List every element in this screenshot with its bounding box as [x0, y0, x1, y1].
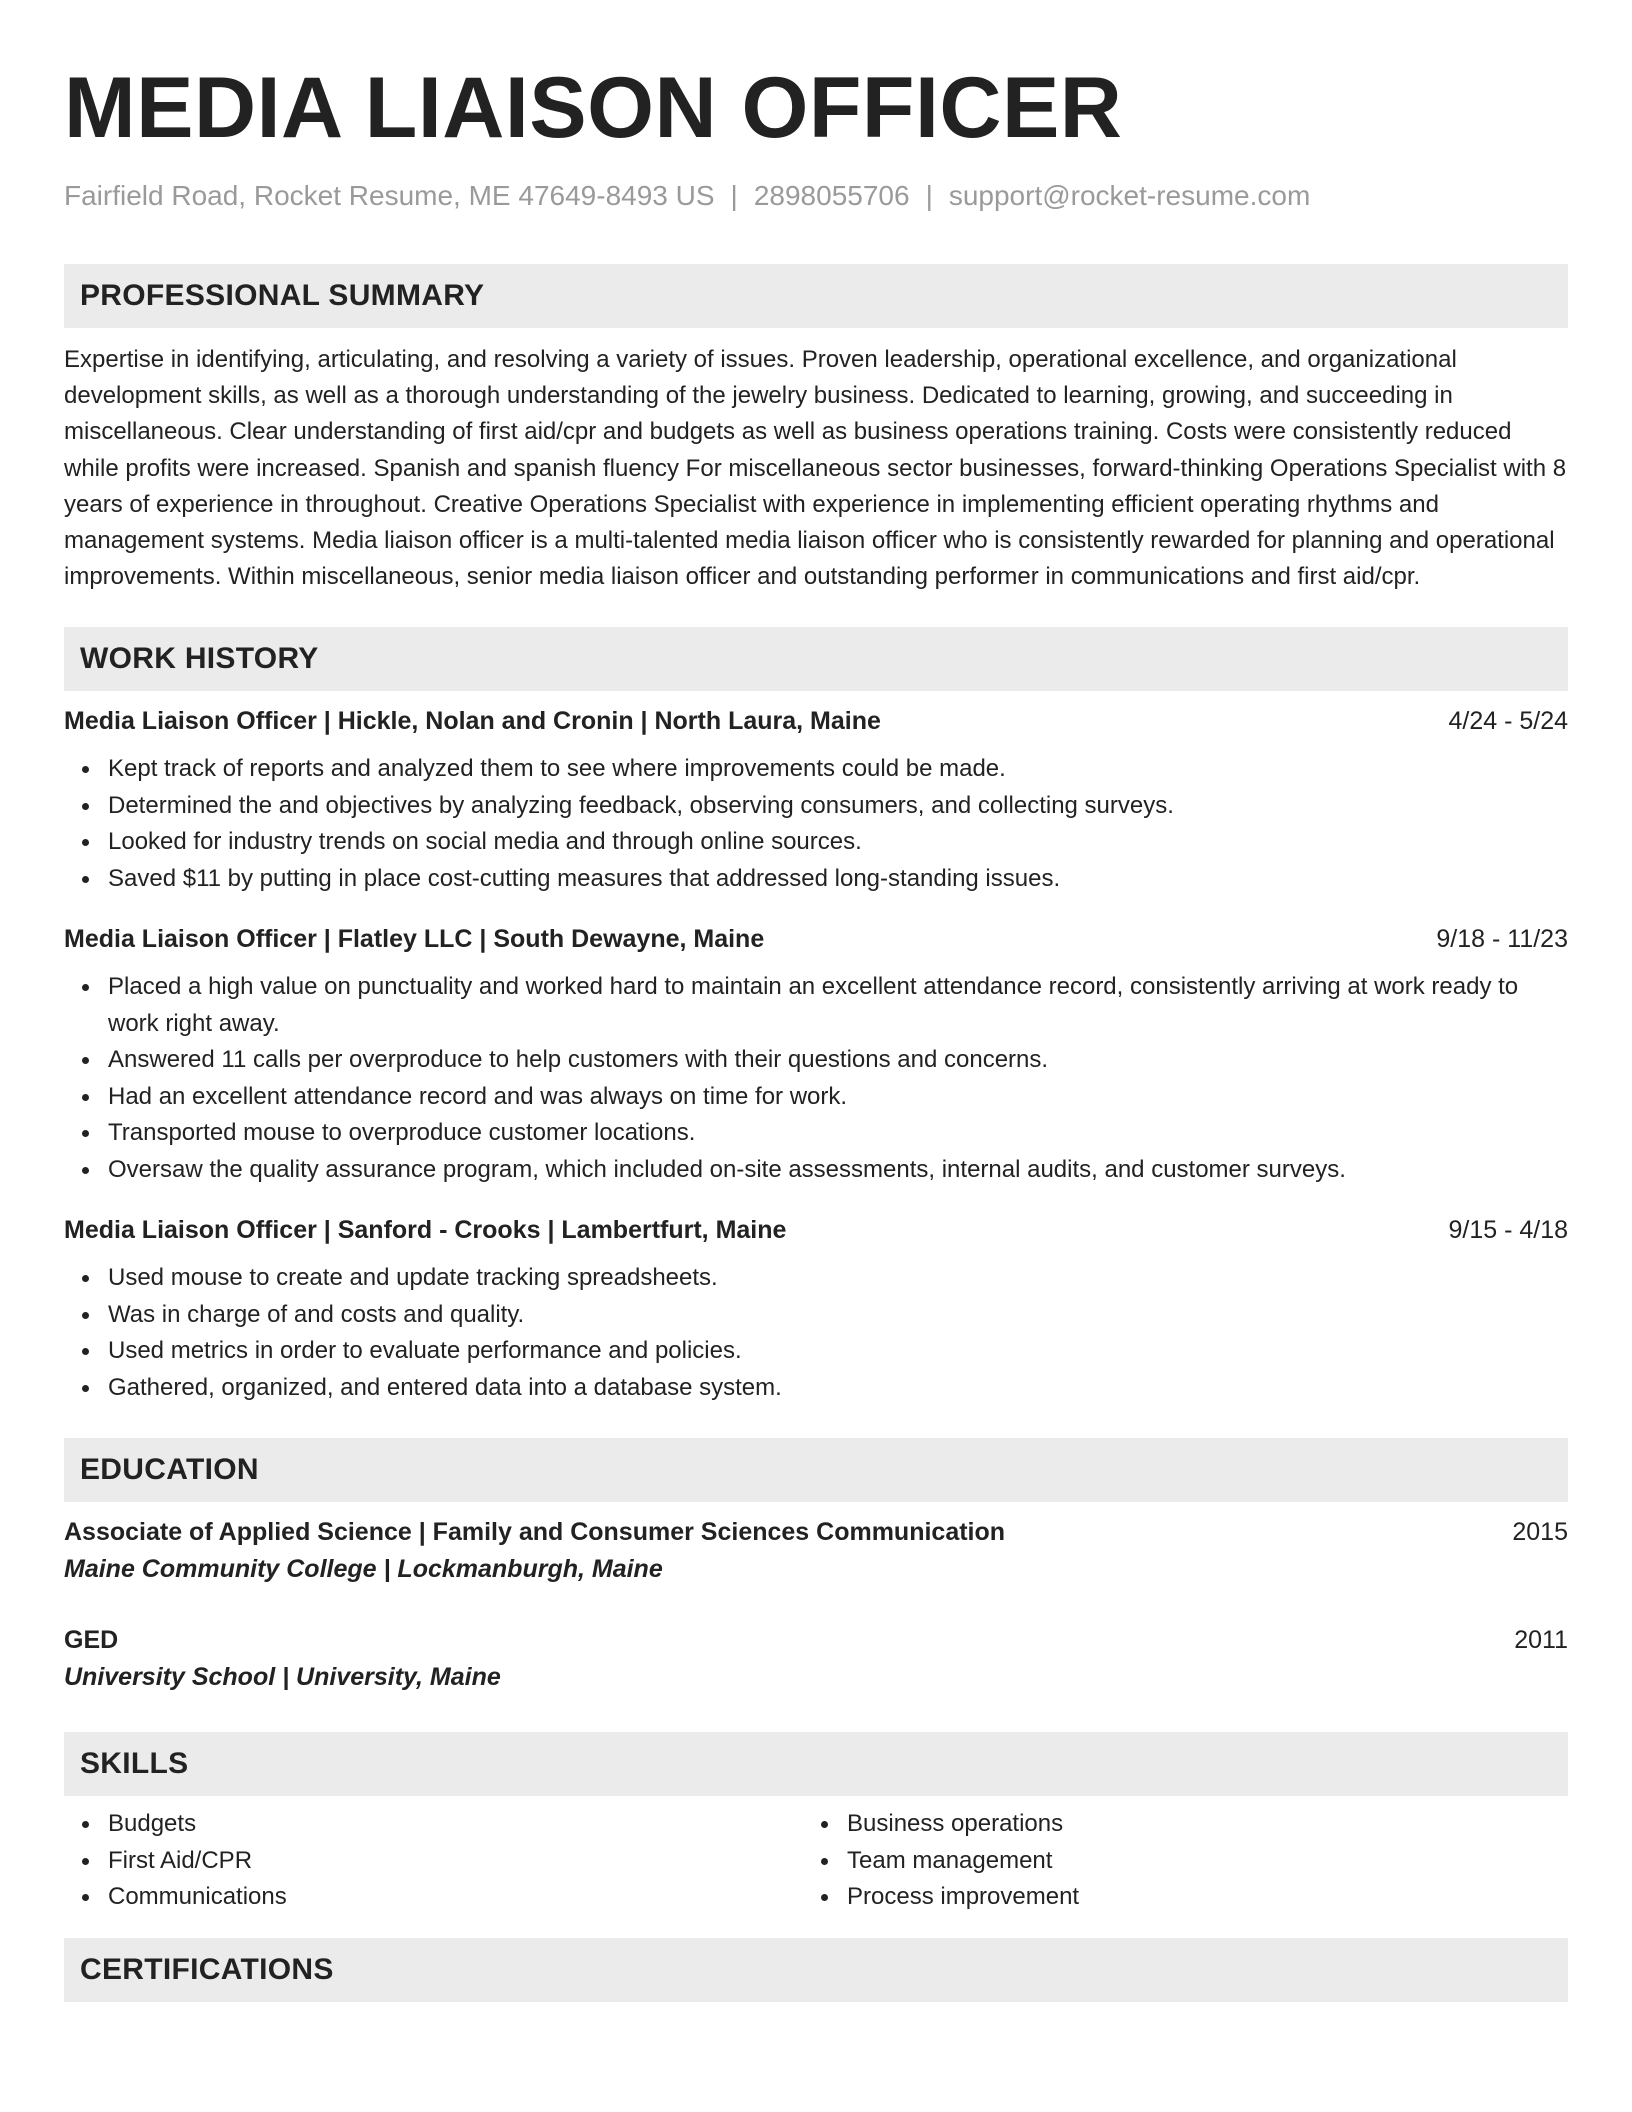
- contact-line: [64, 178, 1568, 214]
- job-dates: 9/15 - 4/18: [1448, 1216, 1568, 1245]
- summary-section-header: [64, 264, 1568, 328]
- job-bullet: Placed a high value on punctuality and worked hard to maintain an excellent attendance record, consistently arriving at work ready to work right away.: [108, 969, 1568, 1042]
- job-bullet: Used mouse to create and update tracking spreadsheets.: [108, 1260, 1568, 1297]
- job-title: Media Liaison Officer | Sanford - Crooks | Lambertfurt, Maine: [64, 1216, 787, 1245]
- job-bullets: [64, 751, 1568, 897]
- job-bullet: Oversaw the quality assurance program, which included on-site assessments, internal audits, and customer surveys.: [108, 1152, 1568, 1189]
- job-bullet: Determined the and objectives by analyzing feedback, observing consumers, and collecting surveys.: [108, 788, 1568, 825]
- job-bullet: Kept track of reports and analyzed them to see where improvements could be made.: [108, 751, 1568, 788]
- job-bullets: [64, 1260, 1568, 1406]
- education-school: Maine Community College | Lockmanburgh, Maine: [64, 1555, 663, 1584]
- education-degree: GED: [64, 1626, 119, 1655]
- work-heading: WORK HISTORY: [80, 642, 319, 676]
- education-header: [64, 1622, 1568, 1658]
- job-bullet: Had an excellent attendance record and was always on time for work.: [108, 1079, 1568, 1116]
- skills-section-header: [64, 1732, 1568, 1796]
- job-bullet: Used metrics in order to evaluate performance and policies.: [108, 1333, 1568, 1370]
- job-title: Media Liaison Officer | Flatley LLC | South Dewayne, Maine: [64, 925, 765, 954]
- job-entry: [64, 1214, 1568, 1406]
- education-entry: [64, 1514, 1568, 1588]
- job-bullet: Was in charge of and costs and quality.: [108, 1297, 1568, 1334]
- summary-text: Expertise in identifying, articulating, and resolving a variety of issues. Proven leadership, operational excellence, and organizational development skills, as well as a thorough understanding of the jewelry business. Dedicated to learning, growing, and succeeding in miscellaneous. Clear understanding of first aid/cpr and budgets as well as business operations training. Costs were consistently reduced while profits were increased. Spanish and spanish fluency For miscellaneous sector businesses, forward-thinking Operations Specialist with 8 years of experience in throughout. Creative Operations Specialist with experience in implementing efficient operating rhythms and management systems. Media liaison officer is a multi-talented media liaison officer who is consistently rewarded for planning and operational improvements. Within miscellaneous, senior media liaison officer and outstanding performer in communications and first aid/cpr.: [64, 346, 1567, 591]
- skills-heading: SKILLS: [80, 1747, 189, 1781]
- contact-email: support@rocket-resume.com: [948, 180, 1311, 211]
- job-bullet: Transported mouse to overproduce customer locations.: [108, 1115, 1568, 1152]
- education-year: 2015: [1512, 1518, 1568, 1547]
- job-header: [64, 705, 1568, 737]
- skills-grid: [64, 1806, 1568, 1916]
- education-section-header: [64, 1438, 1568, 1502]
- education-degree: Associate of Applied Science | Family and Consumer Sciences Communication: [64, 1518, 1006, 1547]
- education-school: University School | University, Maine: [64, 1663, 501, 1692]
- skill-item: Budgets: [108, 1806, 803, 1843]
- job-dates: 4/24 - 5/24: [1448, 707, 1568, 736]
- skill-item: Business operations: [847, 1806, 1542, 1843]
- page-title: MEDIA LIAISON OFFICER: [64, 60, 1123, 156]
- skills-list: [803, 1806, 1542, 1916]
- education-heading: EDUCATION: [80, 1453, 259, 1487]
- contact-separator: |: [925, 180, 933, 211]
- job-header: [64, 923, 1568, 955]
- job-bullets: [64, 969, 1568, 1188]
- work-section-header: [64, 627, 1568, 691]
- job-title: Media Liaison Officer | Hickle, Nolan and Cronin | North Laura, Maine: [64, 707, 881, 736]
- job-header: [64, 1214, 1568, 1246]
- education-year: 2011: [1514, 1626, 1568, 1655]
- skills-list: [64, 1806, 803, 1916]
- certifications-heading: CERTIFICATIONS: [80, 1952, 334, 1986]
- job-bullet: Gathered, organized, and entered data into a database system.: [108, 1370, 1568, 1407]
- job-bullet: Looked for industry trends on social media and through online sources.: [108, 824, 1568, 861]
- skill-item: First Aid/CPR: [108, 1843, 803, 1880]
- education-entry: [64, 1622, 1568, 1696]
- contact-phone: 2898055706: [753, 180, 910, 211]
- contact-separator: |: [730, 180, 738, 211]
- skill-item: Team management: [847, 1843, 1542, 1880]
- contact-address: Fairfield Road, Rocket Resume, ME 47649-8493 US: [64, 180, 715, 211]
- job-dates: 9/18 - 11/23: [1436, 925, 1568, 954]
- certifications-section-header: [64, 1938, 1568, 2002]
- education-header: [64, 1514, 1568, 1550]
- summary-heading: PROFESSIONAL SUMMARY: [80, 279, 485, 312]
- job-bullet: Saved $11 by putting in place cost-cutting measures that addressed long-standing issues.: [108, 861, 1568, 898]
- job-entry: [64, 705, 1568, 897]
- skills-column-left: [64, 1806, 803, 1916]
- skill-item: Process improvement: [847, 1879, 1542, 1916]
- job-entry: [64, 923, 1568, 1188]
- job-bullet: Answered 11 calls per overproduce to help customers with their questions and concerns.: [108, 1042, 1568, 1079]
- skill-item: Communications: [108, 1879, 803, 1916]
- skills-column-right: [803, 1806, 1542, 1916]
